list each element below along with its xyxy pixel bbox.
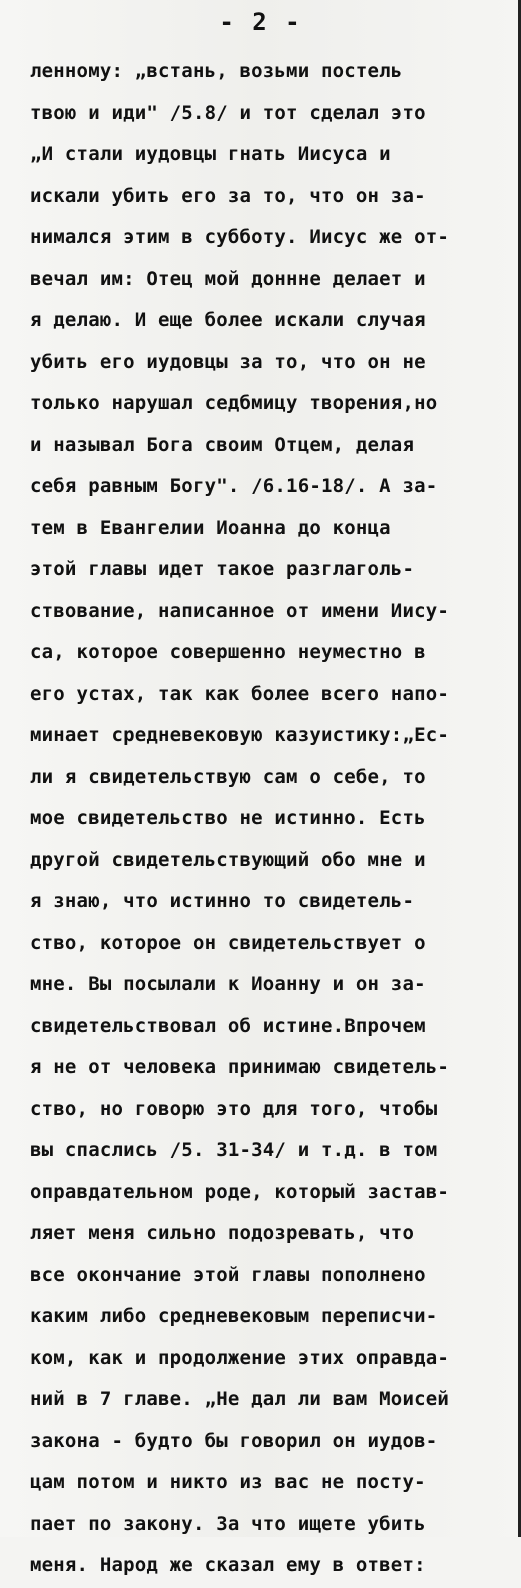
text-line: его устах, так как более всего напо- bbox=[30, 682, 450, 705]
text-line: ляет меня сильно подозревать, что bbox=[30, 1222, 415, 1244]
text-line: себя равным Богу". /6.16-18/. А за- bbox=[30, 475, 438, 497]
text-line: убить его иудовцы за то, что он не bbox=[30, 350, 426, 373]
text-line: цам потом и никто из вас не посту- bbox=[30, 1471, 426, 1493]
text-line: ний в 7 главе. „Не дал ли вам Моисей bbox=[30, 1388, 450, 1410]
text-line: только нарушал седбмицу творения,но bbox=[30, 392, 438, 414]
text-line: вечал им: Отец мой доннне делает и bbox=[30, 267, 426, 290]
page-number: - 2 - bbox=[219, 8, 302, 36]
text-line: оправдательном роде, который застав- bbox=[30, 1180, 450, 1203]
text-line: твою и иди" /5.8/ и тот сделал это bbox=[30, 101, 426, 124]
text-line: ли я свидетельствую сам о себе, то bbox=[30, 765, 426, 788]
body-text bbox=[30, 52, 512, 1588]
text-line: са, которое совершенно неуместно в bbox=[30, 641, 426, 663]
text-line: нимался этим в субботу. Иисус же от- bbox=[30, 226, 450, 248]
text-line: ствование, написанное от имени Иису- bbox=[30, 599, 450, 622]
text-line: все окончание этой главы пополнено bbox=[30, 1263, 426, 1286]
text-line: ленному: „встань, возьми постель bbox=[30, 60, 403, 82]
text-line: другой свидетельствующий обо мне и bbox=[30, 848, 426, 871]
text-line: я знаю, что истинно то свидетель- bbox=[30, 890, 415, 912]
text-line: мое свидетельство не истинно. Есть bbox=[30, 807, 426, 829]
text-line: вы спаслись /5. 31-34/ и т.д. в том bbox=[30, 1139, 438, 1161]
text-line: ство, но говорю это для того, чтобы bbox=[30, 1097, 438, 1120]
text-line: этой главы идет такое разглаголь- bbox=[30, 558, 415, 580]
text-line: искали убить его за то, что он за- bbox=[30, 184, 426, 207]
text-line: я делаю. И еще более искали случая bbox=[30, 309, 426, 331]
text-line: ство, которое он свидетельствует о bbox=[30, 931, 426, 954]
text-line: мне. Вы посылали к Иоанну и он за- bbox=[30, 973, 426, 995]
text-line: закона - будто бы говорил он иудов- bbox=[30, 1429, 438, 1452]
text-line: ком, как и продолжение этих оправда- bbox=[30, 1346, 450, 1369]
text-line: тем в Евангелии Иоанна до конца bbox=[30, 516, 391, 539]
text-line: я не от человека принимаю свидетель- bbox=[30, 1056, 450, 1078]
text-line: пает по закону. За что ищете убить bbox=[30, 1512, 426, 1535]
text-line: меня. Народ же сказал ему в ответ: bbox=[30, 1554, 426, 1576]
text-line: минает средневековую казуистику:„Ес- bbox=[30, 724, 450, 746]
text-line: „И стали иудовцы гнать Иисуса и bbox=[30, 143, 391, 165]
text-line: каким либо средневековым переписчи- bbox=[30, 1305, 438, 1327]
text-line: свидетельствовал об истине.Впрочем bbox=[30, 1014, 426, 1037]
text-line: и называл Бога своим Отцем, делая bbox=[30, 433, 415, 456]
